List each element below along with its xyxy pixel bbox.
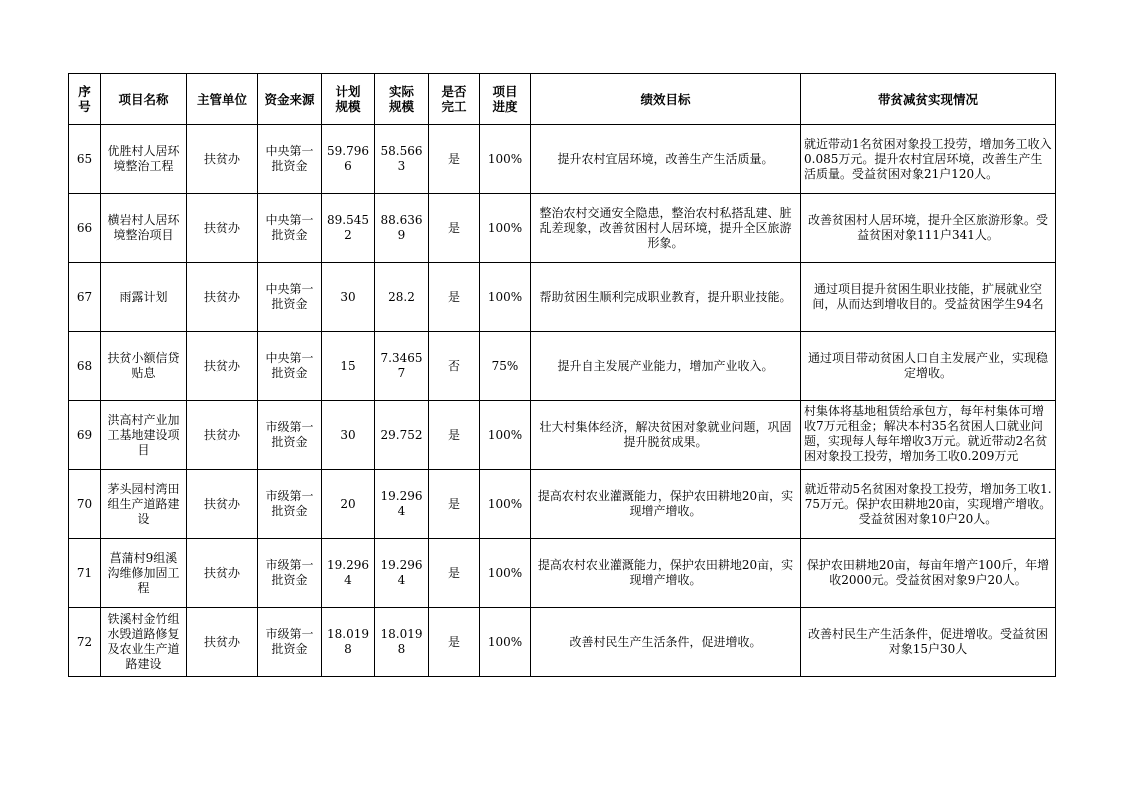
cell-dept: 扶贫办 [187, 539, 258, 608]
cell-name: 雨露计划 [101, 263, 187, 332]
cell-actual: 18.0198 [375, 608, 429, 677]
cell-fund: 市级第一批资金 [258, 470, 322, 539]
cell-result: 通过项目带动贫困人口自主发展产业，实现稳定增收。 [801, 332, 1056, 401]
cell-done: 是 [429, 401, 480, 470]
cell-done: 否 [429, 332, 480, 401]
cell-name: 茅头园村湾田组生产道路建设 [101, 470, 187, 539]
cell-goal: 壮大村集体经济，解决贫困对象就业问题，巩固提升脱贫成果。 [531, 401, 801, 470]
cell-name: 扶贫小额信贷贴息 [101, 332, 187, 401]
cell-actual: 7.34657 [375, 332, 429, 401]
cell-result [801, 401, 1056, 470]
cell-actual: 19.2964 [375, 470, 429, 539]
cell-goal: 提升自主发展产业能力，增加产业收入。 [531, 332, 801, 401]
cell-seq: 71 [69, 539, 101, 608]
cell-dept: 扶贫办 [187, 263, 258, 332]
cell-fund: 市级第一批资金 [258, 401, 322, 470]
table-row [69, 401, 1056, 470]
cell-dept: 扶贫办 [187, 470, 258, 539]
cell-plan: 20 [322, 470, 375, 539]
cell-done: 是 [429, 539, 480, 608]
table-row [69, 125, 1056, 194]
cell-plan: 30 [322, 263, 375, 332]
table-row [69, 539, 1056, 608]
cell-seq: 65 [69, 125, 101, 194]
cell-result: 就近带动5名贫困对象投工投劳，增加务工收1.75万元。保护农田耕地20亩，实现增产增收。受益贫困对象10户20人。 [801, 470, 1056, 539]
cell-name: 菖蒲村9组溪沟维修加固工程 [101, 539, 187, 608]
table-row [69, 194, 1056, 263]
cell-result: 通过项目提升贫困生职业技能，扩展就业空间，从而达到增收目的。受益贫困学生94名 [801, 263, 1056, 332]
cell-plan: 89.5452 [322, 194, 375, 263]
header-done: 是否完工 [429, 74, 480, 125]
cell-plan: 15 [322, 332, 375, 401]
cell-progress: 100% [480, 125, 531, 194]
cell-done: 是 [429, 194, 480, 263]
cell-seq: 67 [69, 263, 101, 332]
cell-plan: 59.7966 [322, 125, 375, 194]
cell-fund: 中央第一批资金 [258, 332, 322, 401]
cell-plan: 19.2964 [322, 539, 375, 608]
header-fund: 资金来源 [258, 74, 322, 125]
cell-name: 横岩村人居环境整治项目 [101, 194, 187, 263]
table-row [69, 332, 1056, 401]
cell-actual: 29.752 [375, 401, 429, 470]
cell-done: 是 [429, 125, 480, 194]
cell-dept: 扶贫办 [187, 194, 258, 263]
cell-goal: 提升农村宜居环境，改善生产生活质量。 [531, 125, 801, 194]
cell-goal: 整治农村交通安全隐患，整治农村私搭乱建、脏乱差现象，改善贫困村人居环境，提升全区旅游形象。 [531, 194, 801, 263]
cell-name: 洪高村产业加工基地建设项目 [101, 401, 187, 470]
cell-progress: 75% [480, 332, 531, 401]
cell-actual: 58.5663 [375, 125, 429, 194]
cell-result: 保护农田耕地20亩，每亩年增产100斤，年增收2000元。受益贫困对象9户20人。 [801, 539, 1056, 608]
cell-goal: 帮助贫困生顺利完成职业教育，提升职业技能。 [531, 263, 801, 332]
cell-progress: 100% [480, 401, 531, 470]
cell-dept: 扶贫办 [187, 125, 258, 194]
table-row [69, 608, 1056, 677]
cell-progress: 100% [480, 194, 531, 263]
cell-dept: 扶贫办 [187, 332, 258, 401]
table-row [69, 263, 1056, 332]
cell-plan: 30 [322, 401, 375, 470]
cell-actual: 88.6369 [375, 194, 429, 263]
cell-dept: 扶贫办 [187, 401, 258, 470]
cell-done: 是 [429, 470, 480, 539]
cell-result: 改善贫困村人居环境，提升全区旅游形象。受益贫困对象111户341人。 [801, 194, 1056, 263]
project-table [68, 73, 1056, 677]
cell-seq: 72 [69, 608, 101, 677]
cell-goal: 改善村民生产生活条件，促进增收。 [531, 608, 801, 677]
cell-result: 改善村民生产生活条件，促进增收。受益贫困对象15户30人 [801, 608, 1056, 677]
cell-seq: 70 [69, 470, 101, 539]
header-result: 带贫减贫实现情况 [801, 74, 1056, 125]
cell-done: 是 [429, 263, 480, 332]
cell-seq: 66 [69, 194, 101, 263]
cell-name: 优胜村人居环境整治工程 [101, 125, 187, 194]
cell-progress: 100% [480, 470, 531, 539]
cell-fund: 市级第一批资金 [258, 608, 322, 677]
cell-result-text: 村集体将基地租赁给承包方，每年村集体可增收7万元租金；解决本村35名贫困人口就业问题，实现每人每年增收3万元。就近带动2名贫困对象投工投劳，增加务工收0.209万元 [804, 403, 1048, 463]
header-progress: 项目进度 [480, 74, 531, 125]
header-dept: 主管单位 [187, 74, 258, 125]
cell-plan: 18.0198 [322, 608, 375, 677]
cell-progress: 100% [480, 539, 531, 608]
header-row [69, 74, 1056, 125]
cell-seq: 68 [69, 332, 101, 401]
cell-goal: 提高农村农业灌溉能力，保护农田耕地20亩，实现增产增收。 [531, 539, 801, 608]
cell-name: 铁溪村金竹组水毁道路修复及农业生产道路建设 [101, 608, 187, 677]
cell-goal: 提高农村农业灌溉能力，保护农田耕地20亩，实现增产增收。 [531, 470, 801, 539]
cell-progress: 100% [480, 263, 531, 332]
cell-seq: 69 [69, 401, 101, 470]
header-plan: 计划规模 [322, 74, 375, 125]
header-goal: 绩效目标 [531, 74, 801, 125]
cell-progress: 100% [480, 608, 531, 677]
header-seq: 序号 [69, 74, 101, 125]
cell-done: 是 [429, 608, 480, 677]
cell-actual: 28.2 [375, 263, 429, 332]
cell-fund: 中央第一批资金 [258, 263, 322, 332]
header-actual: 实际规模 [375, 74, 429, 125]
cell-fund: 中央第一批资金 [258, 194, 322, 263]
cell-result: 就近带动1名贫困对象投工投劳，增加务工收入0.085万元。提升农村宜居环境，改善生产生活质量。受益贫困对象21户120人。 [801, 125, 1056, 194]
cell-fund: 中央第一批资金 [258, 125, 322, 194]
cell-fund: 市级第一批资金 [258, 539, 322, 608]
header-name: 项目名称 [101, 74, 187, 125]
cell-dept: 扶贫办 [187, 608, 258, 677]
cell-actual: 19.2964 [375, 539, 429, 608]
table-row [69, 470, 1056, 539]
